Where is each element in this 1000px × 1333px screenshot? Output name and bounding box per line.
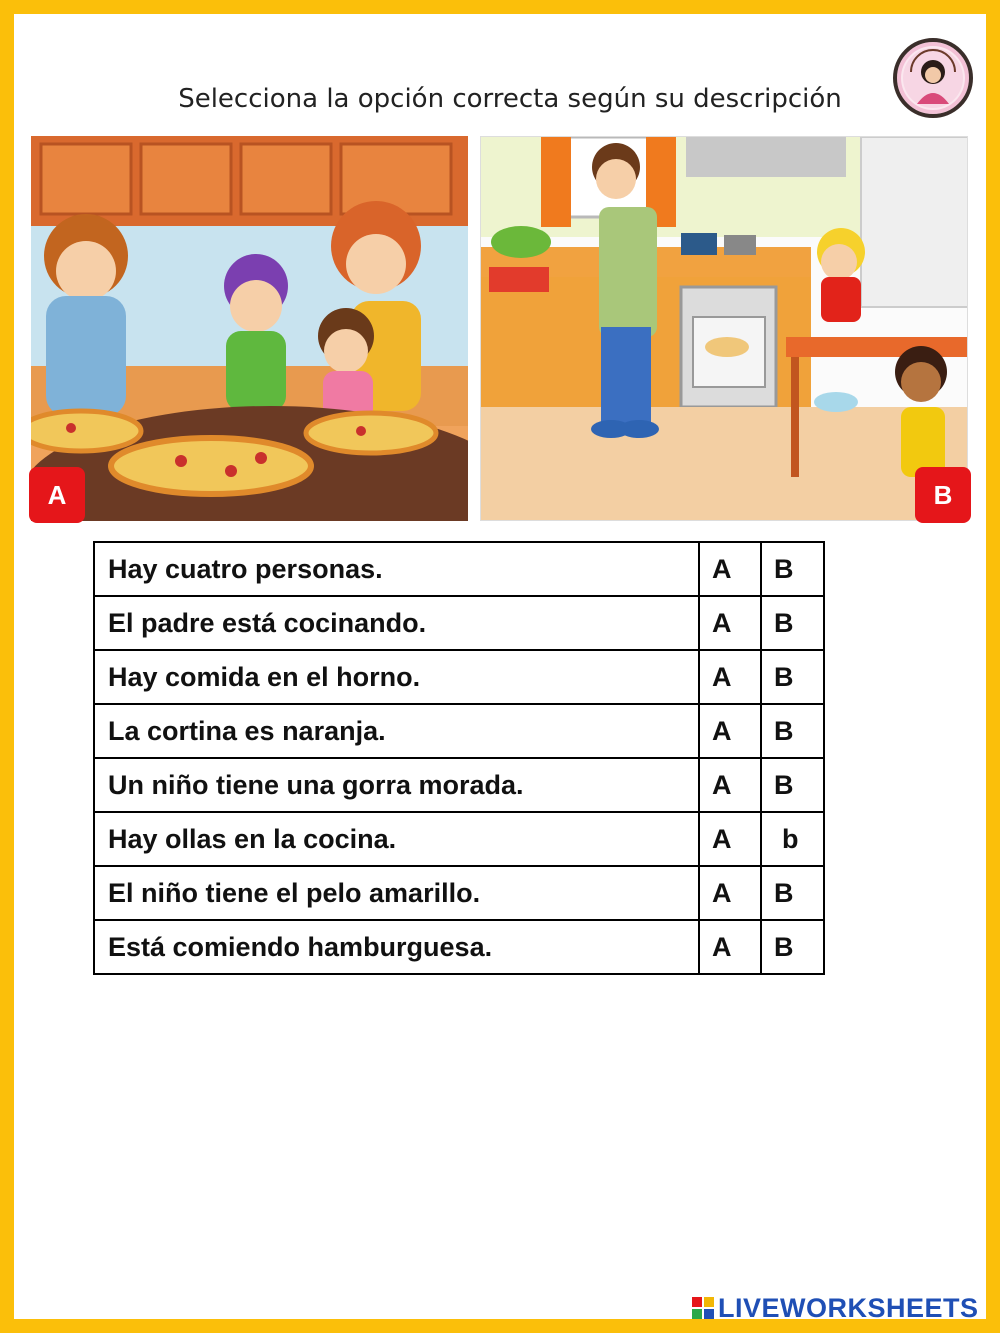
statement-text: El padre está cocinando.: [94, 596, 699, 650]
liveworksheets-logo-icon: [692, 1297, 714, 1319]
picture-b-kitchen-cooking: [480, 136, 968, 521]
option-a-choice[interactable]: A: [699, 596, 761, 650]
table-row: [94, 596, 824, 650]
liveworksheets-brand[interactable]: [692, 1293, 979, 1323]
statement-text: Hay comida en el horno.: [94, 650, 699, 704]
table-row: [94, 704, 824, 758]
table-row: [94, 812, 824, 866]
statement-text: Un niño tiene una gorra morada.: [94, 758, 699, 812]
option-b-choice[interactable]: b: [761, 812, 824, 866]
statement-text: Hay cuatro personas.: [94, 542, 699, 596]
statement-text: Está comiendo hamburguesa.: [94, 920, 699, 974]
option-b-choice[interactable]: B: [761, 758, 824, 812]
table-row: [94, 920, 824, 974]
option-a-choice[interactable]: A: [699, 866, 761, 920]
option-a-choice[interactable]: A: [699, 812, 761, 866]
picture-a-label-button[interactable]: A: [29, 467, 85, 523]
option-b-choice[interactable]: B: [761, 542, 824, 596]
author-logo: [893, 38, 973, 118]
option-a-choice[interactable]: A: [699, 704, 761, 758]
option-a-choice[interactable]: A: [699, 920, 761, 974]
statement-text: Hay ollas en la cocina.: [94, 812, 699, 866]
table-row: [94, 650, 824, 704]
statement-text: El niño tiene el pelo amarillo.: [94, 866, 699, 920]
option-b-choice[interactable]: B: [761, 596, 824, 650]
table-row: [94, 758, 824, 812]
option-b-choice[interactable]: B: [761, 704, 824, 758]
option-b-choice[interactable]: B: [761, 650, 824, 704]
statement-text: La cortina es naranja.: [94, 704, 699, 758]
option-b-choice[interactable]: B: [761, 920, 824, 974]
option-a-choice[interactable]: A: [699, 542, 761, 596]
answer-table: [93, 541, 825, 975]
table-row: [94, 542, 824, 596]
picture-b-label-button[interactable]: B: [915, 467, 971, 523]
brand-name: LIVEWORKSHEETS: [718, 1292, 979, 1323]
option-a-choice[interactable]: A: [699, 758, 761, 812]
table-row: [94, 866, 824, 920]
picture-a-family-eating: [31, 136, 468, 521]
option-a-choice[interactable]: A: [699, 650, 761, 704]
instruction-title: Selecciona la opción correcta según su descripción: [178, 84, 842, 114]
option-b-choice[interactable]: B: [761, 866, 824, 920]
